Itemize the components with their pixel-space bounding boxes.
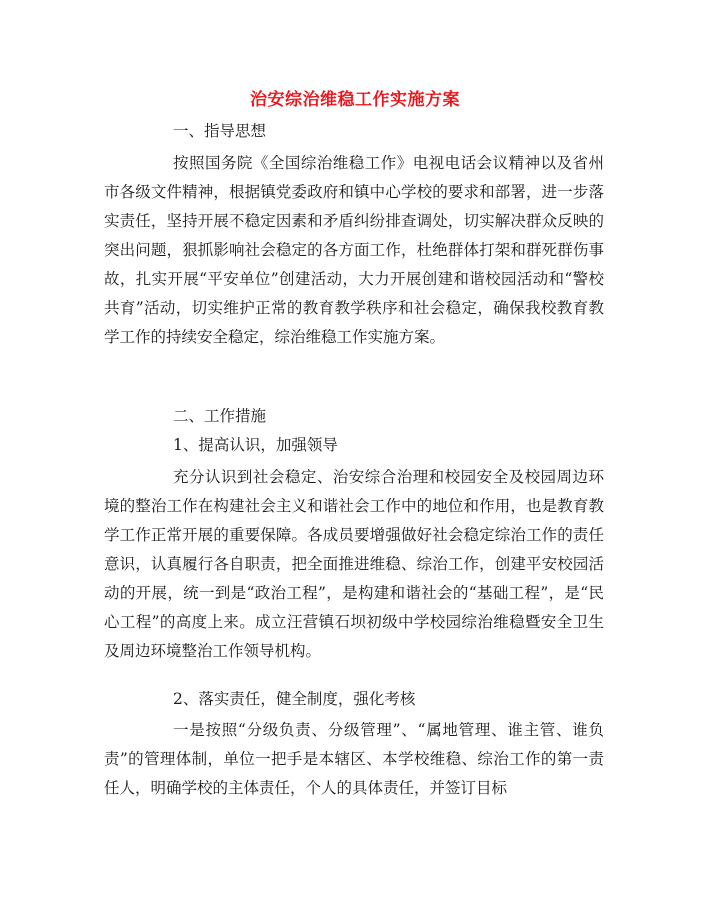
paragraph-raise-awareness: 充分认识到社会稳定、治安综合治理和校园安全及校园周边环境的整治工作在构建社会主义和谐社会工作中的地位和作用，也是教育教学工作正常开展的重要保障。各成员要增强做好社会稳定综治工作的责任意识，认真履行各自职责，把全面推进维稳、综治工作，创建平安校园活动的开展，统一到是“政治工程”，是构建和谐社会的“基础工程”，是“民心工程”的高度上来。成立汪营镇石坝初级中学校园综治维稳暨安全卫生及周边环境整治工作领导机构。: [104, 468, 604, 660]
section-heading-guiding-ideology: 一、指导思想: [173, 122, 267, 140]
paragraph-guiding-ideology: 按照国务院《全国综治维稳工作》电视电话会议精神以及省州市各级文件精神，根据镇党委政府和镇中心学校的要求和部署，进一步落实责任，坚持开展不稳定因素和矛盾纠纷排查调处，切实解决群众反映的突出问题，狠抓影响社会稳定的各方面工作，杜绝群体打架和群死群伤事故，扎实开展“平安单位”创建活动，大力开展创建和谐校园活动和“警校共育”活动，切实维护正常的教育教学秩序和社会稳定，确保我校教育教学工作的持续安全稳定，综治维稳工作实施方案。: [104, 154, 604, 346]
document-title: 治安综治维稳工作实施方案: [250, 90, 460, 110]
section-heading-work-measures: 二、工作措施: [173, 407, 267, 425]
paragraph-implement-responsibility: 一是按照“分级负责、分级管理”、“属地管理、谁主管、谁负责”的管理体制，单位一把手是本辖区、本学校维稳、综治工作的第一责任人，明确学校的主体责任，个人的具体责任，并签订目标: [104, 721, 604, 797]
subheading-raise-awareness: 1、提高认识，加强领导: [173, 436, 338, 454]
subheading-implement-responsibility: 2、落实责任，健全制度，强化考核: [173, 690, 416, 708]
